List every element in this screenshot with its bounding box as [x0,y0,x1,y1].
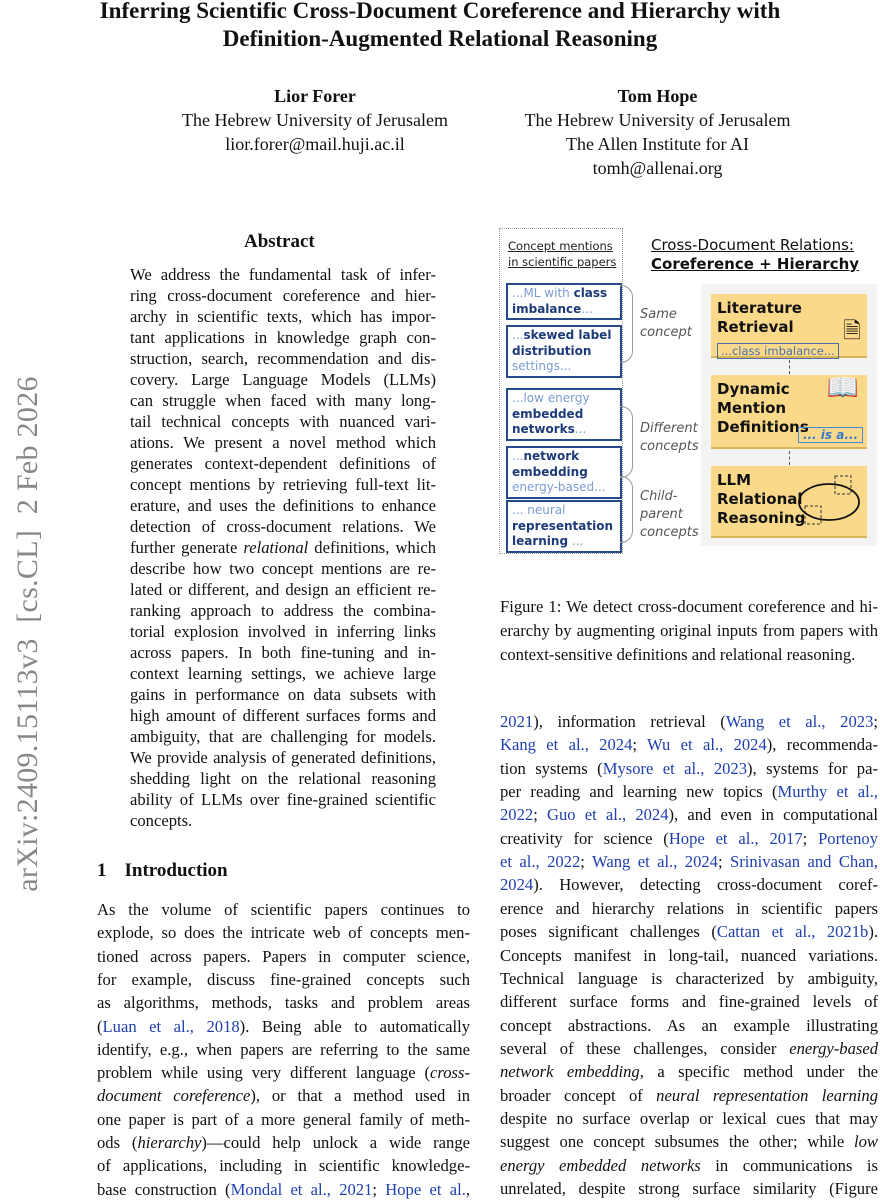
text-span: as algorithms, methods, tasks and problem areas [97,993,470,1013]
relation-text: parent [640,507,683,522]
text-line [500,1156,878,1176]
text-span: ). Being able to automatically [239,1016,470,1036]
text-span: explode, so does the intricate web of concepts men- [97,923,470,943]
title-line: Definition-Augmented Relational Reasoning [222,26,658,51]
emphasis-text: energy-based [789,1038,878,1058]
text-span: unrelated, despite strong surface similarity (Figure [500,1179,878,1198]
mention-context: ... neural [512,503,566,517]
relation-text: Different [640,421,698,436]
relation-text: concept [640,325,692,340]
author-name: Lior Forer [274,86,356,106]
text-span: )—could help unlock a wide range [201,1133,470,1152]
brace-same [620,285,633,363]
mention-term: learning [512,534,569,548]
emphasis-text: energy embedded networks [500,1155,701,1175]
author-email: tomh@allenai.org [592,158,723,178]
mention-context: energy-based... [512,480,606,494]
mention-context: ... [568,534,584,548]
step-label: Relational [717,490,803,508]
text-line [130,559,436,579]
text-line [500,735,878,755]
emphasis-text: low [854,1132,878,1152]
section-heading [97,860,228,882]
author-affiliation: The Allen Institute for AI [566,134,749,154]
reasoning-cycle-icon [795,472,861,532]
emphasis-text: hierarchy [137,1133,202,1152]
text-line [130,748,436,768]
text-span: one paper is part of a more general family of meth- [97,1109,470,1129]
text-span: ations. We present a novel method which [130,433,436,452]
author-name: Tom Hope [617,86,698,106]
text-span: describe how two concept mentions are re- [130,559,436,578]
documents-icon: 🗎 [843,319,861,344]
text-line [97,1063,470,1083]
mention-context: ...low energy [512,391,590,405]
text-span: per reading and learning new topics ( [500,782,778,802]
text-span: shedding light on the relational reasoning [130,769,436,788]
text-span: concept abstractions. As an example illustrating [500,1015,878,1035]
mention-term: networks [512,422,575,436]
text-line [97,1133,470,1153]
mention-term: network [523,449,580,463]
emphasis-text: cross- [430,1063,470,1083]
text-line [130,349,436,369]
mention-term: imbalance [512,301,582,316]
text-line [130,769,436,789]
mention-term: representation [512,518,613,533]
text-span: detection of cross-document relations. We [130,517,436,536]
text-line [500,946,878,966]
concept-mention-box [506,325,622,378]
concept-mention-box [506,500,622,553]
text-line [500,759,878,779]
text-span: ). [868,922,879,942]
text-line [500,1039,878,1059]
citation-link[interactable]: Kang et al., 2024 [500,735,633,755]
text-line [500,1086,878,1106]
text-line [130,370,436,390]
text-line [500,899,878,919]
section-number: 1 [97,860,107,881]
mentions-header [508,238,616,270]
text-line [130,643,436,663]
text-line [500,1179,878,1199]
text-span: gains in performance on data subsets with [130,685,436,704]
text-line [130,265,436,285]
text-line [97,1017,470,1037]
citation-link[interactable]: Portenoy [818,828,878,848]
text-line [500,805,878,825]
text-span: lated or different, and design an efficient re- [130,580,436,599]
text-line [130,811,436,831]
text-span: suggest one concept subsumes the other; while [500,1132,855,1152]
text-span: struction, search, recommendation and dis- [130,349,436,368]
text-line [500,1132,878,1152]
author-affiliation: The Hebrew University of Jerusalem [524,110,791,130]
text-span: definitions, which [308,538,436,557]
relations-title-line: Coreference + Hierarchy [651,255,860,273]
text-line [130,475,436,495]
step-label: Definitions [717,418,809,436]
text-span: ring cross-document coreference and hier- [130,286,436,305]
text-span: erence and hierarchy relations in scientific papers [500,898,878,918]
concept-mention-box [506,388,622,441]
retrieval-snippet: ...class imbalance... [717,343,839,359]
citation-link[interactable]: Guo et al., 2024 [546,805,669,825]
text-line [97,947,470,967]
citation-link[interactable]: Murthy et al., [777,782,878,802]
relation-text: Same [640,307,677,322]
text-span: ods ( [97,1133,138,1152]
text-line [500,969,878,989]
text-line [130,391,436,411]
brace-different [620,406,633,478]
text-span: As the volume of scientific papers continues to [97,900,470,919]
mention-term: embedded [512,406,584,421]
citation-link[interactable]: et al., 2022 [500,852,581,872]
text-span: ability of LLMs over fine-grained scientific [130,790,436,809]
text-span: , [465,1179,470,1199]
citation-link[interactable]: Hope et al. [385,1179,466,1199]
step-dynamic-definitions [711,375,867,449]
text-line [130,790,436,810]
arrow-down [789,360,790,374]
text-span: context-sensitive definitions and relational reasoning. [500,645,856,664]
figure-1 [497,228,880,558]
text-line [97,1110,470,1130]
text-span: tioned across papers. Papers in computer science, [97,946,470,966]
citation-link[interactable]: 2021 [500,712,534,731]
text-span: tail technical concepts with nuanced vari- [130,412,436,431]
concept-mention-box [506,446,622,499]
mention-term: distribution [512,343,592,358]
text-span: ; [873,712,878,731]
text-span: covery. Large Language Models (LLMs) [130,370,436,389]
relation-label-child-parent [640,488,699,542]
text-line [130,580,436,600]
citation-link[interactable]: Wang et al., 2023 [725,712,874,731]
text-line [130,601,436,621]
abstract-heading: Abstract [244,231,315,252]
text-span: high amount of different surfaces forms and [130,706,436,725]
text-line [97,1156,470,1176]
text-span: concepts. [130,811,193,830]
emphasis-text: neural representation learning [656,1085,878,1105]
citation-link[interactable]: Luan et al., 2018 [102,1016,240,1036]
text-line [500,1062,878,1082]
relation-label-different [640,420,699,456]
citation-link[interactable]: Srinivasan and Chan, [730,852,879,872]
text-span: tion systems ( [500,758,603,778]
title-line: Inferring Scientific Cross-Document Coreference and Hierarchy with [99,0,781,23]
emphasis-text: network embedding [500,1062,640,1082]
definition-snippet: ... is a... [798,427,863,443]
text-span: creativity for science ( [500,828,669,848]
citation-link[interactable]: Hope et al., 2017 [668,828,803,848]
text-line [500,1109,878,1129]
relation-text: concepts [640,525,699,540]
text-span: identify, e.g., when papers are referring to the same [97,1039,470,1059]
text-line [500,1016,878,1036]
text-span: ; [717,852,730,872]
text-line [130,727,436,747]
mention-context: ... [512,328,524,342]
author-block-2 [490,84,825,180]
text-line [500,712,878,732]
text-line [500,829,878,849]
mention-term: skewed label [523,328,612,342]
mention-term: embedding [512,464,588,479]
relations-title-line: Cross-Document Relations: [651,236,854,254]
text-line [500,621,878,641]
text-span: ; [632,735,648,755]
text-line [500,597,878,617]
step-label: LLM [717,471,752,489]
concept-mention-box [506,283,622,320]
text-span: torial explosion involved in inferring links [130,622,436,641]
text-span: ), information retrieval ( [533,712,726,731]
relations-title [651,236,859,274]
step-label: Dynamic [717,380,790,398]
step-literature-retrieval [711,294,867,358]
text-span: generates context-dependent definitions of [130,454,436,473]
mention-term: class [573,286,608,300]
text-span: ), recommenda- [766,735,878,755]
paper-title [0,0,880,53]
text-span: We provide analysis of generated definitions, [130,748,436,767]
arrow-down [789,451,790,465]
text-span: Concepts manifest in long-tail, nuanced variations. [500,945,878,965]
text-line [130,307,436,327]
mention-context: ... [512,449,524,463]
text-span: Figure 1: We detect cross-document coreference and hi- [500,597,878,616]
text-span: base construction ( [97,1179,231,1199]
text-span: context learning settings, we achieve large [130,664,436,683]
mentions-header-line: Concept mentions [508,239,613,253]
text-span: ; [802,828,819,848]
text-span: concept mentions by retrieving full-text lit- [130,475,436,494]
text-line [97,1040,470,1060]
citation-link[interactable]: Cattan et al., 2021b [716,922,869,942]
relation-text: Child- [640,489,678,504]
section-title: Introduction [124,860,228,881]
mention-context: settings... [512,359,572,373]
text-line [500,875,878,895]
emphasis-text: relational [243,538,309,557]
text-line [130,496,436,516]
text-span: in communications is [700,1155,878,1175]
text-span: different surface forms and fine-grained levels of [500,992,878,1012]
text-span: ambiguity, that are challenging for models. [130,727,436,746]
text-span: ranking approach to address the combina- [130,601,436,620]
text-line [500,992,878,1012]
text-span: broader concept of [500,1085,657,1105]
citation-link[interactable]: Wu et al., 2024 [647,735,767,755]
text-line [500,782,878,802]
text-span: ( [97,1016,103,1036]
mention-context: ...ML with [512,286,574,300]
text-line [130,706,436,726]
step-label: Literature Retrieval [717,299,802,336]
text-span: can struggle when faced with many long- [130,391,436,410]
citation-link[interactable]: Mysore et al., 2023 [602,758,748,778]
text-span: , a specific method under the [639,1062,878,1082]
text-span: ; [533,805,547,825]
arxiv-watermark: arXiv:2409.15113v3 [cs.CL] 2 Feb 2026 [11,376,44,892]
step-label: Reasoning [717,509,806,527]
text-line [97,993,470,1013]
author-affiliation: The Hebrew University of Jerusalem [182,110,448,130]
text-line [97,1180,470,1200]
text-span: ), or that a method used in [250,1086,470,1106]
relation-text: concepts [640,439,699,454]
text-span: ), systems for pa- [747,758,878,778]
text-line [130,622,436,642]
author-block-1 [150,84,480,156]
mentions-header-line: in scientific papers [508,255,617,269]
text-line [130,328,436,348]
text-span: ). However, detecting cross-document coref- [533,875,878,895]
step-llm-reasoning [711,466,867,538]
text-span: for example, discuss fine-grained concepts such [97,969,470,989]
mention-context: ... [574,422,587,436]
text-line [97,970,470,990]
text-line [130,433,436,453]
text-line [130,412,436,432]
citation-link[interactable]: 2022 [500,805,534,825]
author-email: lior.forer@mail.huji.ac.il [225,134,405,154]
text-span: We address the fundamental task of infer- [130,265,436,284]
text-span: problem while using very different language ( [97,1063,431,1083]
text-span: ; [580,852,592,872]
text-line [130,286,436,306]
text-span: despite no surface overlap or lexical cues that may [500,1108,878,1128]
text-line [130,454,436,474]
book-icon: 📖 [826,373,859,403]
text-line [500,922,878,942]
text-span: erarchy by augmenting original inputs from papers with [500,621,878,640]
text-span: Technical language is characterized by ambiguity, [500,968,878,988]
brace-child-parent [620,476,633,543]
step-label: Mention [717,399,787,417]
text-line [130,685,436,705]
relation-label-same [640,306,692,342]
text-span: ; [372,1179,386,1199]
text-span: of applications, including in scientific knowledge- [97,1156,470,1176]
text-line [130,664,436,684]
text-span: further generate [130,538,244,557]
text-line [97,1086,470,1106]
text-line [130,517,436,537]
text-line [97,900,470,920]
text-span: archy in scientific texts, which has impor- [130,307,436,326]
mention-context: ... [581,301,593,316]
text-span: poses significant challenges ( [500,922,717,942]
emphasis-text: document coreference [97,1086,251,1106]
text-span: erature, and uses the definitions to enhance [130,496,436,515]
text-line [130,538,436,558]
text-span: several of these challenges, consider [500,1038,790,1058]
text-span: tant applications in knowledge graph con- [130,328,436,347]
text-line [500,852,878,872]
citation-link[interactable]: Mondal et al., 2021 [230,1179,373,1199]
citation-link[interactable]: Wang et al., 2024 [592,852,718,872]
text-span: across papers. In both fine-tuning and in- [130,643,436,662]
text-span: ), and even in computational [668,805,878,825]
text-line [97,923,470,943]
text-line [500,645,878,665]
citation-link[interactable]: 2024 [500,875,534,895]
